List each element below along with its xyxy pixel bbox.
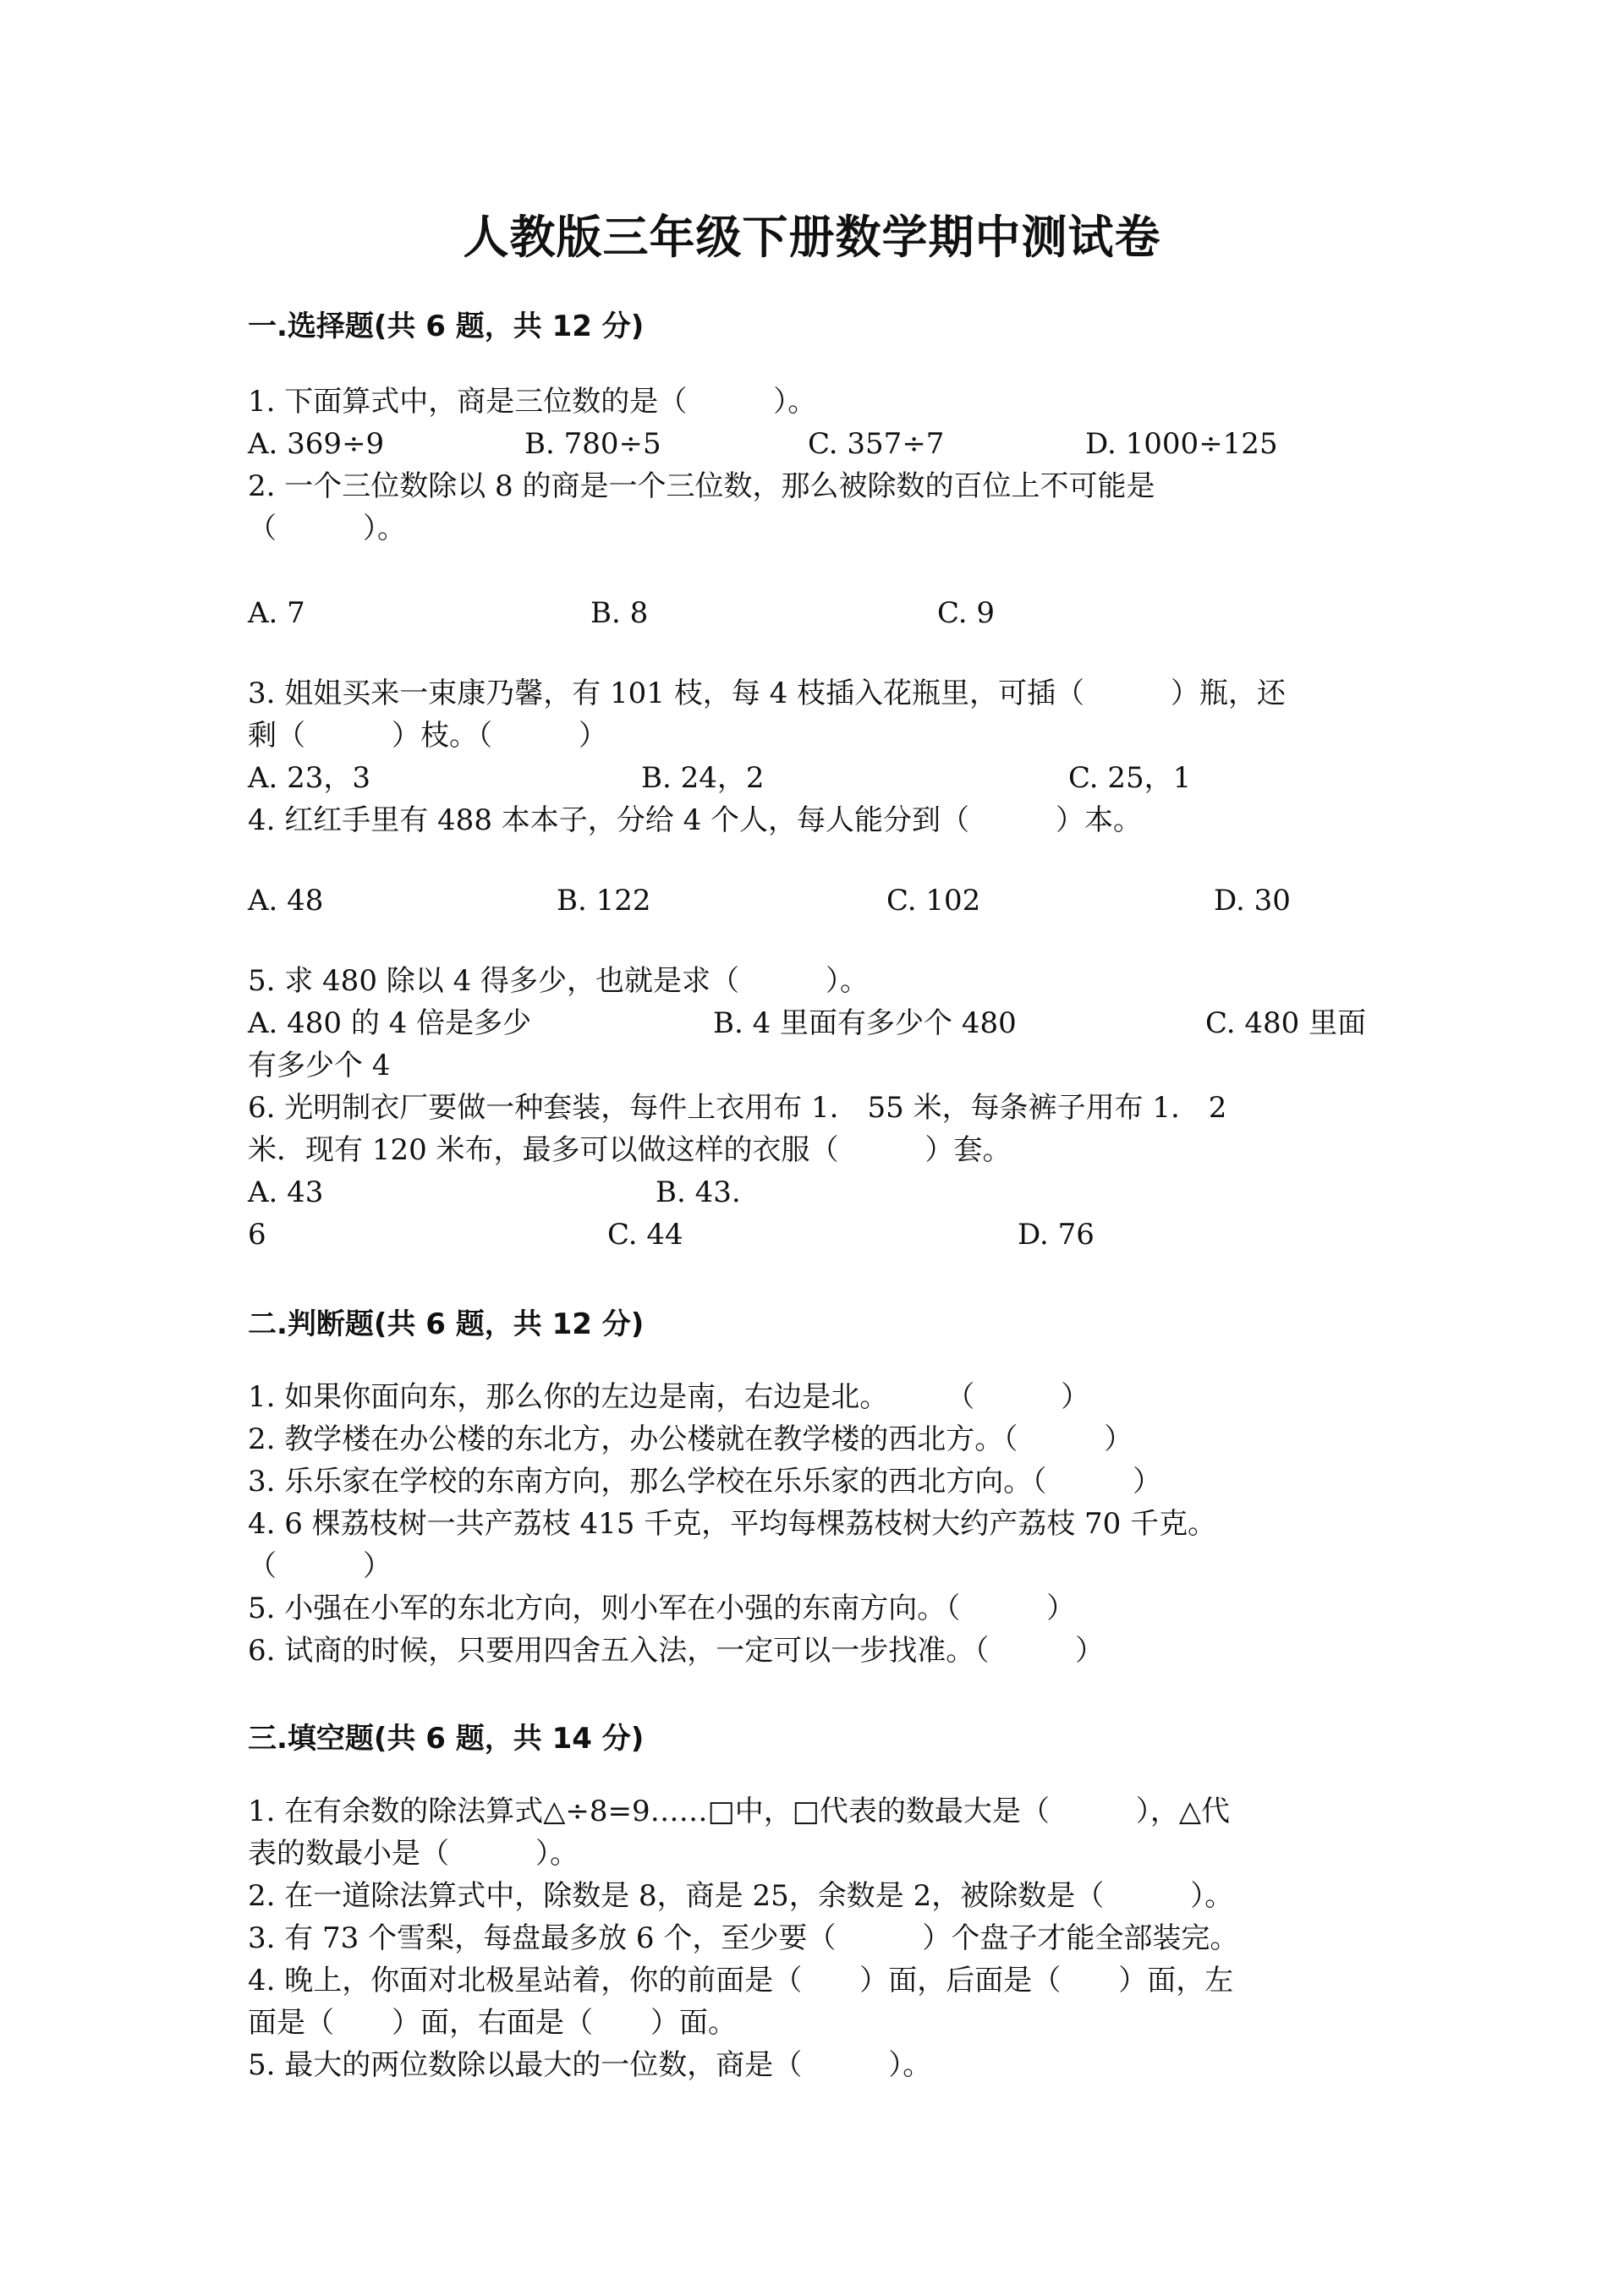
option-a: A. 23，3 [248, 761, 371, 795]
option-a: A. 43 [248, 1175, 324, 1209]
option-a: A. 480 的 4 倍是多少 [248, 1006, 532, 1040]
option-c: C. 25，1 [1068, 761, 1192, 795]
section-heading-fill: 三.填空题(共 6 题，共 14 分) [248, 1722, 645, 1756]
fill-item: 3. 有 73 个雪梨，每盘最多放 6 个，至少要（ ）个盘子才能全部装完。 [248, 1921, 1239, 1955]
question-2-cont: （ ）。 [248, 512, 406, 545]
option-b: B. 24，2 [641, 761, 765, 795]
option-b-cont: 6 [248, 1218, 266, 1252]
option-c: C. 9 [937, 596, 996, 630]
fill-item-cont: 表的数最小是（ ）。 [248, 1837, 579, 1871]
fill-item: 5. 最大的两位数除以最大的一位数，商是（ ）。 [248, 2048, 932, 2082]
option-a: A. 48 [248, 884, 324, 918]
judge-item: 6. 试商的时候，只要用四舍五入法，一定可以一步找准。（ ） [248, 1634, 1105, 1668]
option-a: A. 369÷9 [248, 427, 385, 461]
option-b: B. 122 [557, 884, 651, 918]
judge-item-cont: （ ） [248, 1549, 392, 1583]
fill-item: 2. 在一道除法算式中，除数是 8，商是 25，余数是 2，被除数是（ ）。 [248, 1879, 1234, 1913]
fill-item: 1. 在有余数的除法算式△÷8=9……□中，□代表的数最大是（ ），△代 [248, 1795, 1231, 1828]
question-3: 3. 姐姐买来一束康乃馨，有 101 枝，每 4 枝插入花瓶里，可插（ ）瓶，还 [248, 677, 1287, 710]
option-d: D. 1000÷125 [1085, 427, 1278, 461]
question-6-cont: 米．现有 120 米布，最多可以做这样的衣服（ ）套。 [248, 1133, 1012, 1167]
question-1: 1. 下面算式中，商是三位数的是（ ）。 [248, 385, 817, 419]
option-c: C. 44 [607, 1218, 683, 1252]
judge-item: 4. 6 棵荔枝树一共产荔枝 415 千克，平均每棵荔枝树大约产荔枝 70 千克。 [248, 1507, 1217, 1541]
fill-item: 4. 晚上，你面对北极星站着，你的前面是（ ）面，后面是（ ）面，左 [248, 1964, 1234, 1997]
question-4: 4. 红红手里有 488 本本子，分给 4 个人，每人能分到（ ）本。 [248, 803, 1143, 837]
judge-item: 1. 如果你面向东，那么你的左边是南，右边是北。 （ ） [248, 1380, 1090, 1414]
question-2: 2. 一个三位数除以 8 的商是一个三位数，那么被除数的百位上不可能是 [248, 469, 1155, 503]
option-d: D. 76 [1018, 1218, 1095, 1252]
option-b: B. 43. [656, 1175, 741, 1209]
question-6: 6. 光明制衣厂要做一种套装，每件上衣用布 1. 55 米，每条裤子用布 1. 2 [248, 1091, 1227, 1125]
option-b: B. 4 里面有多少个 480 [713, 1006, 1017, 1040]
option-c: C. 357÷7 [808, 427, 945, 461]
option-c-cont: 有多少个 4 [248, 1049, 391, 1082]
option-c: C. 102 [886, 884, 981, 918]
question-5: 5. 求 480 除以 4 得多少，也就是求（ ）。 [248, 964, 870, 998]
option-d: D. 30 [1214, 884, 1291, 918]
option-c: C. 480 里面 [1205, 1006, 1367, 1040]
section-heading-choice: 一.选择题(共 6 题，共 12 分) [248, 310, 645, 343]
judge-item: 2. 教学楼在办公楼的东北方，办公楼就在教学楼的西北方。（ ） [248, 1422, 1133, 1456]
section-heading-judge: 二.判断题(共 6 题，共 12 分) [248, 1307, 645, 1341]
page-title: 人教版三年级下册数学期中测试卷 [463, 211, 1161, 264]
option-a: A. 7 [248, 596, 305, 630]
option-b: B. 780÷5 [524, 427, 661, 461]
question-3-cont: 剩（ ）枝。（ ） [248, 719, 607, 753]
judge-item: 5. 小强在小军的东北方向，则小军在小强的东南方向。（ ） [248, 1592, 1076, 1625]
option-b: B. 8 [590, 596, 649, 630]
judge-item: 3. 乐乐家在学校的东南方向，那么学校在乐乐家的西北方向。（ ） [248, 1465, 1162, 1499]
fill-item-cont: 面是（ ）面，右面是（ ）面。 [248, 2006, 737, 2040]
